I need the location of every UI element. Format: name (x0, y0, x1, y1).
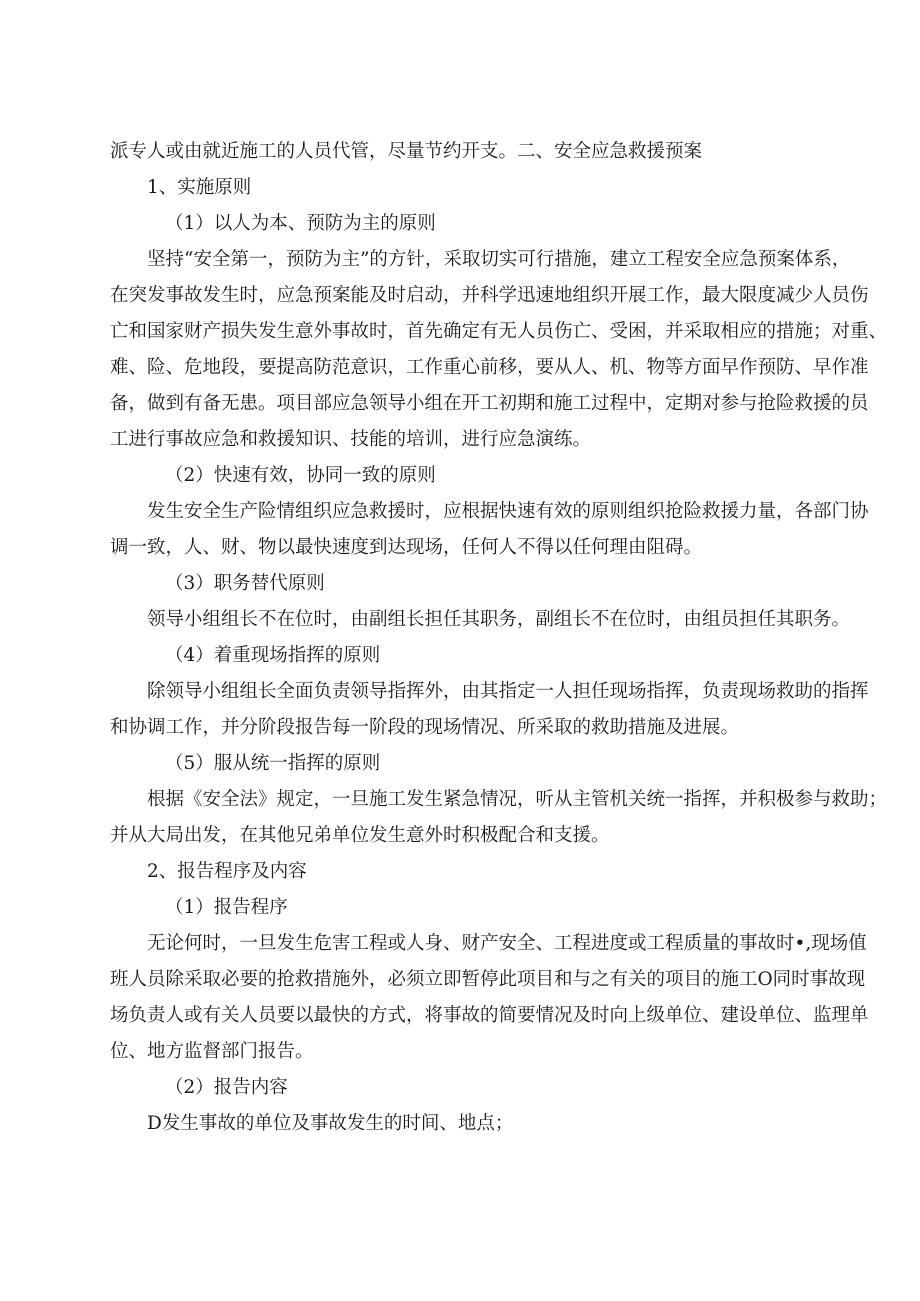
text-line: 场负责人或有关人员要以最快的方式，将事故的简要情况及时向上级单位、建设单位、监理单 (110, 1005, 869, 1026)
paragraph-continuation (110, 134, 810, 170)
text-line: 除领导小组组长全面负责领导指挥外，由其指定一人担任现场指挥，负责现场救助的指挥 (147, 681, 869, 702)
text-line: 并从大局出发，在其他兄弟单位发生意外时积极配合和支援。 (110, 825, 610, 846)
text-line: 领导小组组长不在位时，由副组长担任其职务，副组长不在位时，由组员担任其职务。 (147, 609, 851, 630)
text-line: 难、险、危地段，要提高防范意识，工作重心前移，要从人、机、物等方面早作预防、早作准 (110, 357, 869, 378)
paragraph-unified-command (110, 782, 888, 854)
subheading-job-substitution (165, 566, 865, 602)
text-line: （1）报告程序 (165, 897, 288, 918)
paragraph-onsite-command (110, 674, 869, 746)
subheading-report-procedure (165, 890, 865, 926)
text-line: （2）报告内容 (165, 1077, 288, 1098)
subheading-people-oriented (165, 206, 865, 242)
text-line: （3）职务替代原则 (165, 573, 325, 594)
subheading-fast-effective (165, 458, 865, 494)
text-line: 亡和国家财产损失发生意外事故时，首先确定有无人员伤亡、受困，并采取相应的措施；对重、 (110, 321, 888, 342)
text-line: （4）着重现场指挥的原则 (165, 645, 381, 666)
subheading-unified-command (165, 746, 865, 782)
text-line: 2、报告程序及内容 (147, 861, 307, 882)
text-line: D发生事故的单位及事故发生的时间、地点； (147, 1113, 514, 1134)
subheading-report-content (165, 1070, 865, 1106)
section-heading-report-procedure (147, 854, 847, 890)
paragraph-report-content-item (110, 1106, 810, 1142)
paragraph-fast-effective (110, 494, 869, 566)
paragraph-safety-first (110, 242, 888, 458)
text-line: 派专人或由就近施工的人员代管，尽量节约开支。二、安全应急救援预案 (110, 141, 703, 162)
text-line: （5）服从统一指挥的原则 (165, 753, 381, 774)
text-line: 根据《安全法》规定，一旦施工发生紧急情况，听从主管机关统一指挥，并积极参与救助； (147, 789, 888, 810)
text-line: 和协调工作，并分阶段报告每一阶段的现场情况、所采取的救助措施及进展。 (110, 717, 740, 738)
text-line: 备，做到有备无患。项目部应急领导小组在开工初期和施工过程中，定期对参与抢险救援的员 (110, 393, 869, 414)
text-line: 坚持“安全第一，预防为主”的方针，采取切实可行措施，建立工程安全应急预案体系， (147, 249, 851, 270)
text-line: 班人员除采取必要的抢救措施外，必须立即暂停此项目和与之有关的项目的施工O同时事故现 (110, 969, 866, 990)
text-line: 发生安全生产险情组织应急救援时，应根据快速有效的原则组织抢险救援力量，各部门协 (147, 501, 869, 522)
paragraph-job-substitution (110, 602, 851, 638)
subheading-onsite-command (165, 638, 865, 674)
text-line: 在突发事故发生时，应急预案能及时启动，并科学迅速地组织开展工作，最大限度减少人员伤 (110, 285, 869, 306)
text-line: 调一致，人、财、物以最快速度到达现场，任何人不得以任何理由阻碍。 (110, 537, 703, 558)
text-line: 无论何时，一旦发生危害工程或人身、财产安全、工程进度或工程质量的事故时•,现场值 (147, 933, 867, 954)
paragraph-report-procedure (110, 926, 869, 1070)
text-line: 位、地方监督部门报告。 (110, 1041, 314, 1062)
text-line: 1、实施原则 (147, 177, 252, 198)
text-line: （1）以人为本、预防为主的原则 (165, 213, 436, 234)
section-heading-implementation-principles (147, 170, 847, 206)
text-line: （2）快速有效，协同一致的原则 (165, 465, 436, 486)
text-line: 工进行事故应急和救援知识、技能的培训，进行应急演练。 (110, 429, 592, 450)
